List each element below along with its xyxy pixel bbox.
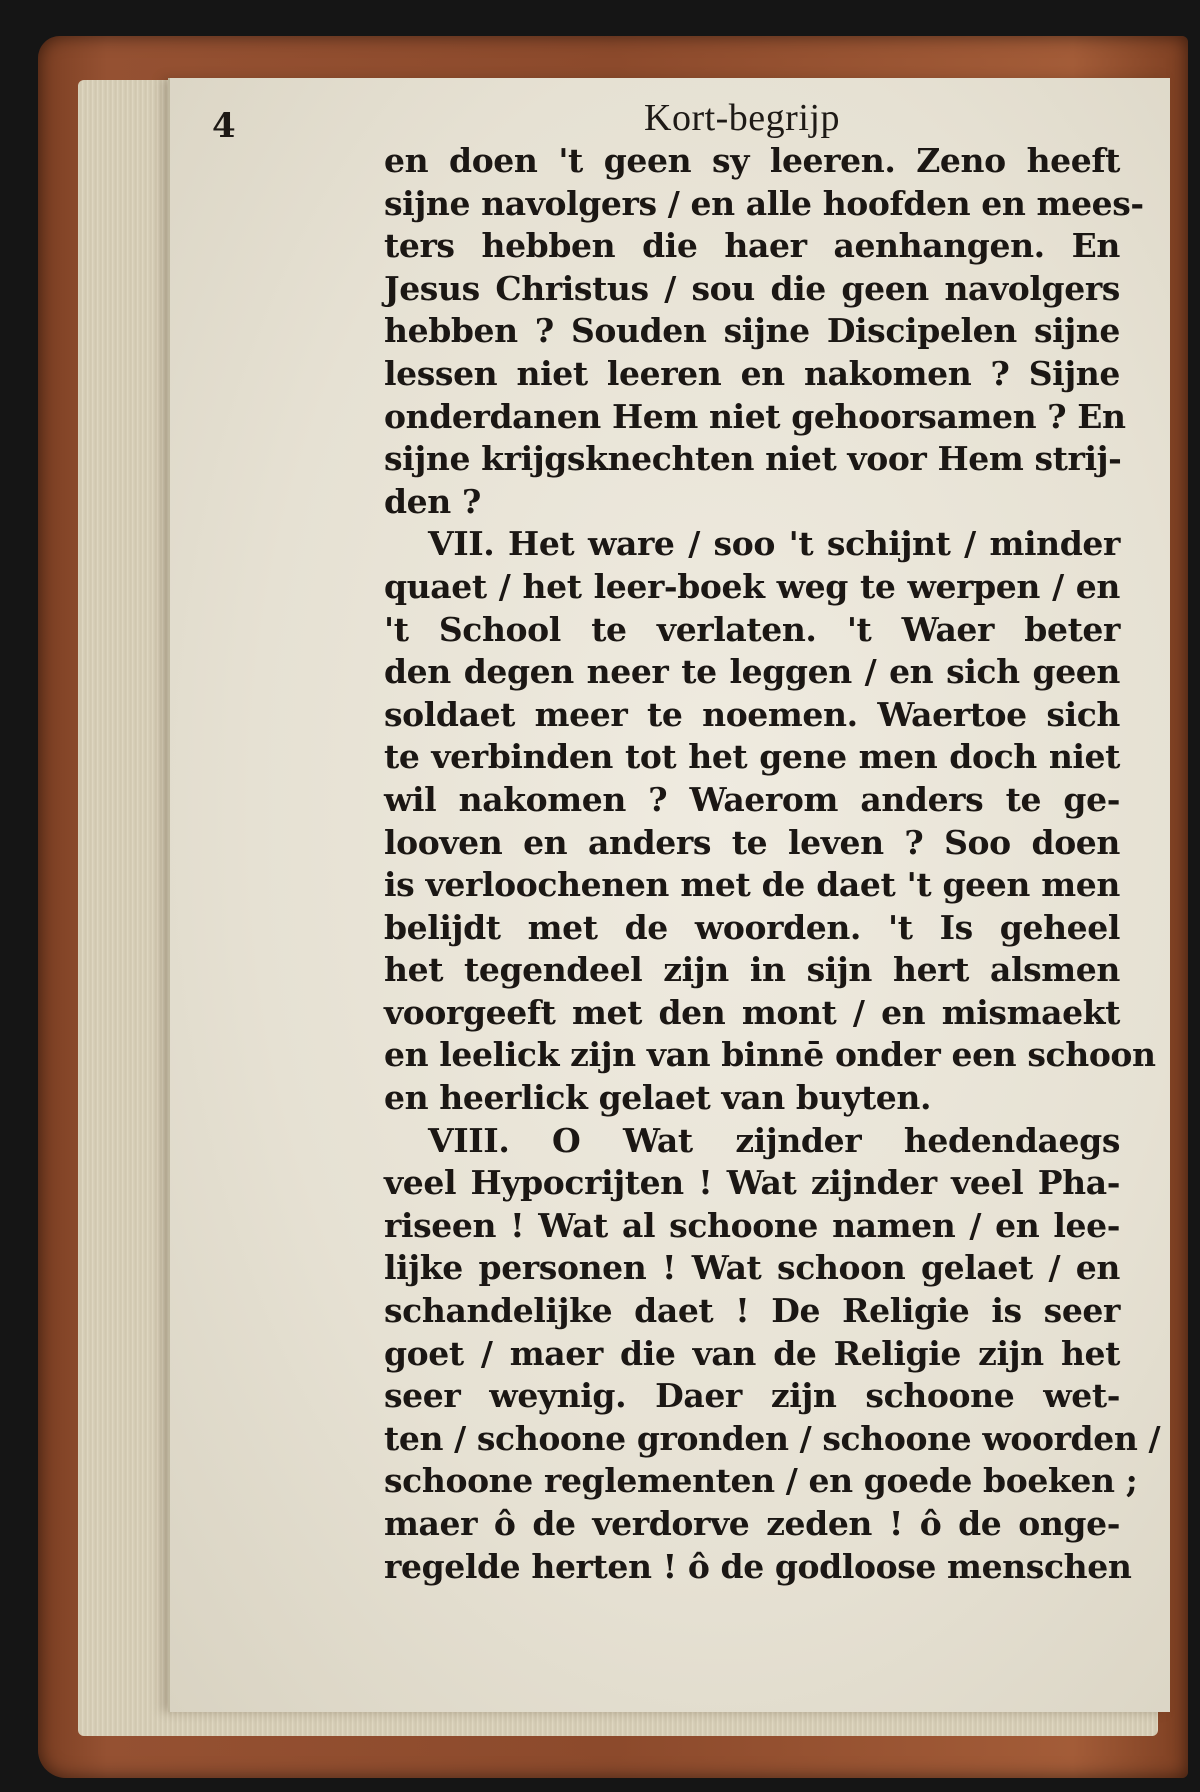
- text-line: onderdanen Hem niet gehoorsamen ? En: [384, 396, 1126, 436]
- text-line: quaet / het leer-boek weg te werpen / en: [384, 566, 1120, 606]
- text-line: en doen 't geen sy leeren. Zeno heeft: [384, 141, 1120, 180]
- text-line: den degen neer te leggen / en sich geen: [384, 652, 1120, 692]
- running-head: Kort-begrijp: [644, 97, 840, 139]
- text-line: regelde herten ! ô de godloose menschen: [384, 1546, 1132, 1586]
- text-line: soldaet meer te noemen. Waertoe sich: [384, 694, 1120, 734]
- text-line: te verbinden tot het gene men doch niet: [384, 737, 1120, 777]
- text-line: belijdt met de woorden. 't Is geheel: [384, 907, 1120, 947]
- text-line: lijke personen ! Wat schoon gelaet / en: [384, 1248, 1120, 1288]
- text-line: hebben ? Souden sijne Discipelen sijne: [384, 311, 1120, 351]
- text-line: den ?: [384, 481, 481, 521]
- text-line: looven en anders te leven ? Soo doen: [384, 822, 1120, 862]
- text-line: en leelick zijn van binnē onder een schoon: [384, 1035, 1156, 1075]
- text-line: schandelijke daet ! De Religie is seer: [384, 1291, 1120, 1331]
- text-line: is verloochenen met de daet 't geen men: [384, 865, 1120, 905]
- text-line: maer ô de verdorve zeden ! ô de onge-: [384, 1504, 1120, 1543]
- text-line: riseen ! Wat al schoone namen / en lee-: [384, 1205, 1120, 1245]
- text-line: lessen niet leeren en nakomen ? Sijne: [384, 353, 1120, 393]
- section-start-vii: VII. Het ware / soo 't schijnt / minder: [428, 524, 1120, 564]
- text-line: 't School te verlaten. 't Waer beter: [384, 609, 1120, 649]
- body-text: [384, 140, 1161, 1588]
- text-line: goet / maer die van de Religie zijn het: [384, 1333, 1120, 1373]
- text-line: het tegendeel zijn in sijn hert alsmen: [384, 950, 1120, 990]
- text-line: seer weynig. Daer zijn schoone wet-: [384, 1376, 1120, 1416]
- section-start-viii: VIII. O Wat zijnder hedendaegs: [428, 1120, 1120, 1160]
- text-line: veel Hypocrijten ! Wat zijnder veel Pha-: [384, 1163, 1120, 1203]
- page-number: 4: [212, 106, 236, 146]
- text-line: voorgeeft met den mont / en mismaekt: [384, 992, 1120, 1032]
- text-line: en heerlick gelaet van buyten.: [384, 1078, 932, 1118]
- text-line: sijne krijgsknechten niet voor Hem strij-: [384, 439, 1122, 479]
- text-line: schoone reglementen / en goede boeken ;: [384, 1461, 1138, 1501]
- text-line: ten / schoone gronden / schoone woorden /: [384, 1418, 1161, 1458]
- text-line: wil nakomen ? Waerom anders te ge-: [384, 779, 1120, 819]
- text-line: ters hebben die haer aenhangen. En: [384, 226, 1120, 266]
- text-line: Jesus Christus / sou die geen navolgers: [384, 268, 1120, 308]
- text-line: sijne navolgers / en alle hoofden en mees-: [384, 183, 1144, 223]
